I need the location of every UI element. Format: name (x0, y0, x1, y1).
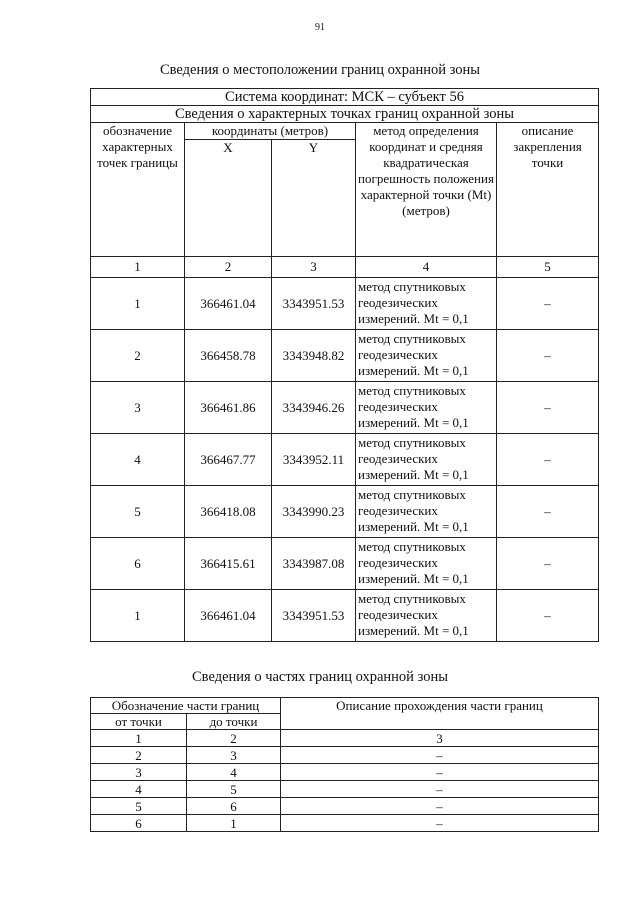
column-number: 4 (356, 257, 497, 278)
from-point: 6 (91, 815, 187, 832)
column-number: 2 (185, 257, 272, 278)
header-description: описание закрепления точки (497, 123, 599, 257)
table-row (91, 434, 599, 486)
table-row (91, 781, 599, 798)
column-number: 1 (91, 257, 185, 278)
column-number: 3 (281, 730, 599, 747)
method-cell: метод спутниковых геодезических измерений. Mt = 0,1 (356, 382, 497, 434)
header-description: Описание прохождения части границ (281, 698, 599, 730)
header-coords: координаты (метров) (185, 123, 356, 140)
table-row (91, 590, 599, 642)
column-number: 3 (272, 257, 356, 278)
header-x: X (185, 140, 272, 257)
point-number: 2 (91, 330, 185, 382)
description-cell: – (497, 330, 599, 382)
description-cell: – (281, 747, 599, 764)
x-coordinate: 366461.04 (185, 590, 272, 642)
description-cell: – (281, 798, 599, 815)
to-point: 1 (187, 815, 281, 832)
method-cell: метод спутниковых геодезических измерений. Mt = 0,1 (356, 330, 497, 382)
description-cell: – (281, 764, 599, 781)
column-number-row (91, 257, 599, 278)
from-point: 5 (91, 798, 187, 815)
column-number: 5 (497, 257, 599, 278)
y-coordinate: 3343948.82 (272, 330, 356, 382)
point-number: 1 (91, 590, 185, 642)
method-cell: метод спутниковых геодезических измерений. Mt = 0,1 (356, 434, 497, 486)
table-row (91, 486, 599, 538)
table-row (91, 815, 599, 832)
header-y: Y (272, 140, 356, 257)
table-row (91, 538, 599, 590)
x-coordinate: 366461.86 (185, 382, 272, 434)
header-from: от точки (91, 714, 187, 730)
point-number: 4 (91, 434, 185, 486)
method-cell: метод спутниковых геодезических измерений. Mt = 0,1 (356, 486, 497, 538)
description-cell: – (497, 278, 599, 330)
table-row (91, 382, 599, 434)
x-coordinate: 366415.61 (185, 538, 272, 590)
to-point: 6 (187, 798, 281, 815)
table-subtitle: Сведения о характерных точках границ охранной зоны (91, 106, 599, 123)
x-coordinate: 366467.77 (185, 434, 272, 486)
header-designation: обозначение характерных точек границы (91, 123, 185, 257)
column-number: 1 (91, 730, 187, 747)
x-coordinate: 366418.08 (185, 486, 272, 538)
boundary-points-table (90, 88, 599, 642)
description-cell: – (497, 486, 599, 538)
header-method: метод определения координат и средняя квадратическая погрешность положения характерной точки (Mt) (метров) (356, 123, 497, 257)
subtitle-row (91, 106, 599, 123)
table-row (91, 330, 599, 382)
to-point: 3 (187, 747, 281, 764)
x-coordinate: 366461.04 (185, 278, 272, 330)
description-cell: – (281, 781, 599, 798)
header-designation: Обозначение части границ (91, 698, 281, 714)
description-cell: – (281, 815, 599, 832)
x-coordinate: 366458.78 (185, 330, 272, 382)
point-number: 3 (91, 382, 185, 434)
from-point: 2 (91, 747, 187, 764)
point-number: 1 (91, 278, 185, 330)
from-point: 4 (91, 781, 187, 798)
description-cell: – (497, 590, 599, 642)
description-cell: – (497, 538, 599, 590)
header-row (91, 698, 599, 714)
y-coordinate: 3343946.26 (272, 382, 356, 434)
boundary-parts-table (90, 697, 599, 832)
description-cell: – (497, 382, 599, 434)
method-cell: метод спутниковых геодезических измерений. Mt = 0,1 (356, 538, 497, 590)
coordinate-system-label: Система координат: МСК – субъект 56 (91, 89, 599, 106)
column-number: 2 (187, 730, 281, 747)
header-to: до точки (187, 714, 281, 730)
y-coordinate: 3343951.53 (272, 590, 356, 642)
column-number-row (91, 730, 599, 747)
y-coordinate: 3343952.11 (272, 434, 356, 486)
y-coordinate: 3343990.23 (272, 486, 356, 538)
page-number: 91 (315, 22, 325, 33)
coordinate-system-row (91, 89, 599, 106)
table-row (91, 798, 599, 815)
from-point: 3 (91, 764, 187, 781)
table-row (91, 747, 599, 764)
section-title-boundaries: Сведения о местоположении границ охранной зоны (159, 62, 480, 78)
to-point: 4 (187, 764, 281, 781)
to-point: 5 (187, 781, 281, 798)
point-number: 5 (91, 486, 185, 538)
table-row (91, 764, 599, 781)
table-row (91, 278, 599, 330)
y-coordinate: 3343987.08 (272, 538, 356, 590)
point-number: 6 (91, 538, 185, 590)
section-title-parts: Сведения о частях границ охранной зоны (192, 669, 448, 685)
y-coordinate: 3343951.53 (272, 278, 356, 330)
method-cell: метод спутниковых геодезических измерений. Mt = 0,1 (356, 278, 497, 330)
header-row (91, 123, 599, 140)
description-cell: – (497, 434, 599, 486)
method-cell: метод спутниковых геодезических измерений. Mt = 0,1 (356, 590, 497, 642)
